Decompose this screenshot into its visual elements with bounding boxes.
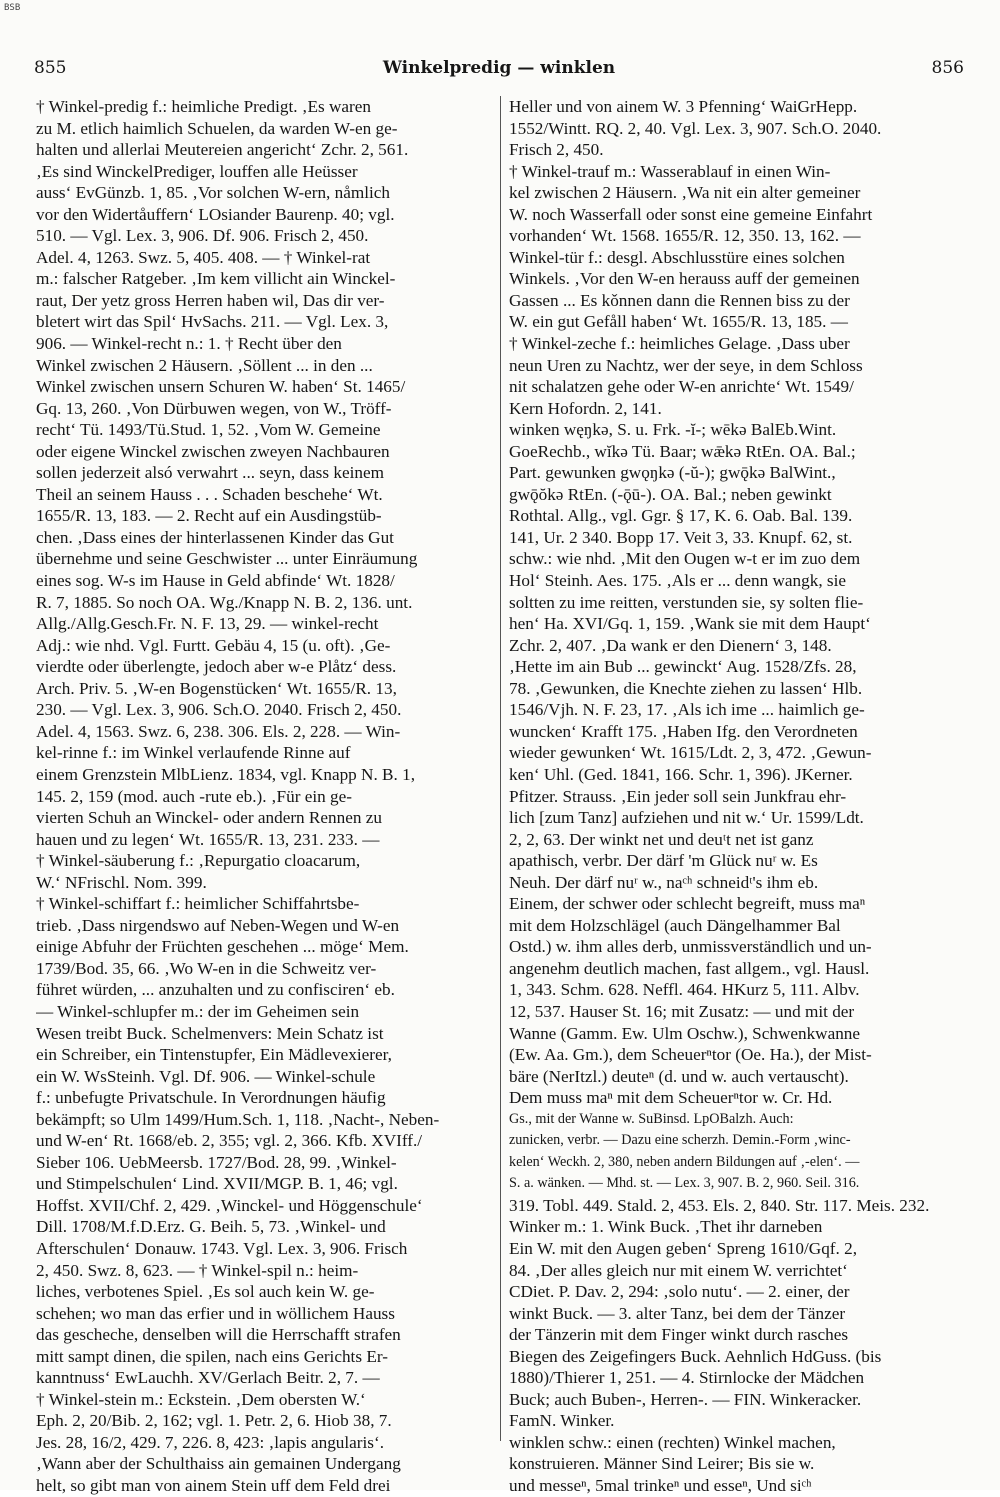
text-line: vierdte oder überlengte, jedoch aber w-e Plåtz‘ dess.	[36, 657, 397, 677]
text-line: raut, Der yetz gross Herren haben wil, Das dir ver-	[36, 290, 385, 310]
text-line: Winkel-tür f.: desgl. Abschlusstüre eines solchen	[509, 247, 845, 267]
text-line: 2, 2, 63. Der winkt net und deuᵗt net ist ganz	[509, 829, 814, 849]
text-line: Frisch 2, 450.	[509, 140, 604, 160]
text-line: schehen; wo man das erfier und in wöllichem Hauss	[36, 1303, 395, 1323]
text-line: 1880)/Thierer 1, 251. — 4. Stirnlocke der Mädchen	[509, 1368, 865, 1388]
text-line: GoeRechb., wĭkə Tü. Baar; wǣkə RtEn. OA. Bal.;	[509, 441, 856, 461]
text-line: angenehm deutlich machen, fast allgem., vgl. Hausl.	[509, 958, 870, 978]
right-column	[509, 96, 963, 1497]
text-line: Gq. 13, 260. ‚Von Dürbuwen wegen, von W., Tröff-	[36, 398, 392, 418]
text-line: 319. Tobl. 449. Stald. 2, 453. Els. 2, 840. Str. 117. Meis. 232.	[509, 1195, 930, 1215]
text-line: wieder gewunken‘ Wt. 1615/Ldt. 2, 3, 472. ‚Gewun-	[509, 743, 872, 763]
text-line: einem Grenzstein MlbLienz. 1834, vgl. Knapp N. B. 1,	[36, 764, 416, 784]
text-line: 906. — Winkel-recht n.: 1. † Recht über den	[36, 334, 342, 354]
text-line: hen‘ Ha. XVI/Gq. 1, 159. ‚Wank sie mit dem Haupt‘	[509, 614, 871, 634]
text-line: R. 7, 1885. So noch OA. Wg./Knapp N. B. 2, 136. unt.	[36, 592, 413, 612]
text-line: † Winkel-trauf m.: Wasserablauf in einen Win-	[509, 161, 831, 181]
text-line: 230. — Vgl. Lex. 3, 906. Sch.O. 2040. Frisch 2, 450.	[36, 700, 402, 720]
text-line: helt, so gibt man von ainem Stein uff dem Feld drei	[36, 1476, 391, 1495]
text-line: kel zwischen 2 Häusern. ‚Wa nit ein alter gemeiner	[509, 183, 861, 203]
text-line: vierten Schuh an Winckel- oder andern Rennen zu	[36, 808, 382, 828]
text-line: Ostd.) w. ihm alles derb, unmissverständlich und un-	[509, 937, 872, 957]
text-line: Winkels. ‚Vor den W-en herauss auff der gemeinen	[509, 269, 860, 289]
text-line: † Winkel-stein m.: Eckstein. ‚Dem obersten W.‘	[36, 1389, 366, 1409]
text-line: ken‘ Uhl. (Ged. 1841, 166. Schr. 1, 396). JKerner.	[509, 764, 853, 784]
text-line: Sieber 106. UebMeersb. 1727/Bod. 28, 99. ‚Winkel-	[36, 1152, 397, 1172]
text-line: Arch. Priv. 5. ‚W-en Bogenstücken‘ Wt. 1655/R. 13,	[36, 678, 397, 698]
text-line: kelen‘ Weckh. 2, 380, neben andern Bildungen auf ‚-elen‘. —	[509, 1153, 860, 1170]
text-line: f.: unbefugte Privatschule. In Verordnungen häufig	[36, 1088, 386, 1108]
text-line: † Winkel-säuberung f.: ‚Repurgatio cloacarum,	[36, 851, 361, 871]
text-line: Neuh. Der därf nuʳ w., naᶜʰ schneidᵗ's ihm eb.	[509, 872, 819, 892]
text-line: bäre (NerItzl.) deuteⁿ (d. und w. auch vertauscht).	[509, 1066, 849, 1086]
text-line: 84. ‚Der alles gleich nur mit einem W. verrichtet‘	[509, 1260, 848, 1280]
text-line: und messeⁿ, 5mal trinkeⁿ und esseⁿ, Und siᶜʰ	[509, 1476, 812, 1495]
text-line: winklen schw.: einen (rechten) Winkel machen,	[509, 1432, 836, 1452]
text-line: winkt Buck. — 3. alter Tanz, bei dem der Tänzer	[509, 1303, 846, 1323]
text-line: oder eigene Winckel zwischen zweyen Nachbauren	[36, 441, 390, 461]
column-divider	[500, 96, 501, 1441]
text-line: 1, 343. Schm. 628. Neffl. 464. HKurz 5, 111. Albv.	[509, 980, 860, 1000]
text-line: 78. ‚Gewunken, die Knechte ziehen zu lassen‘ Hlb.	[509, 678, 863, 698]
text-line: Buck; auch Buben-, Herren-. — FIN. Winkeracker.	[509, 1389, 862, 1409]
page-header	[34, 58, 964, 84]
text-line: vor den Widertåuffern‘ LOsiander Baurenp. 40; vgl.	[36, 204, 395, 224]
text-line: Winker m.: 1. Wink Buck. ‚Thet ihr darneben	[509, 1217, 823, 1237]
text-line: Ein W. mit den Augen geben‘ Spreng 1610/Gqf. 2,	[509, 1238, 858, 1258]
text-line: soltten zu ime reitten, verstunden sie, sy solten flie-	[509, 592, 864, 612]
text-line: nit schalatzen gehe oder W-en anrichte‘ Wt. 1549/	[509, 377, 854, 397]
text-line: liches, verbotenes Spiel. ‚Es sol auch kein W. ge-	[36, 1282, 375, 1302]
text-line: mit dem Holzschlägel (auch Dängelhammer Bal	[509, 915, 841, 935]
text-line: und W-en‘ Rt. 1668/eb. 2, 355; vgl. 2, 366. Kfb. XVIff./	[36, 1131, 423, 1151]
text-line: und Stimpelschulen‘ Lind. XVII/MGP. B. 1, 46; vgl.	[36, 1174, 398, 1194]
text-line: Heller und von ainem W. 3 Pfenning‘ WaiGrHepp.	[509, 97, 858, 116]
text-line: Allg./Allg.Gesch.Fr. N. F. 13, 29. — winkel-recht	[36, 614, 379, 634]
text-line: Kern Hofordn. 2, 141.	[509, 398, 662, 418]
text-line: 12, 537. Hauser St. 16; mit Zusatz: — und mit der	[509, 1001, 855, 1021]
text-line: Wanne (Gamm. Ew. Ulm Oschw.), Schwenkwanne	[509, 1023, 861, 1043]
text-line: führet würden, ... anzuhalten und zu confisciren‘ eb.	[36, 980, 395, 1000]
text-line: S. a. wänken. — Mhd. st. — Lex. 3, 907. B. 2, 960. Seil. 316.	[509, 1175, 860, 1192]
text-line: ein Schreiber, ein Tintenstupfer, Ein Mädlevexierer,	[36, 1045, 392, 1065]
text-line: Hoffst. XVII/Chf. 2, 429. ‚Winckel- und Höggenschule‘	[36, 1195, 423, 1215]
text-line: Einem, der schwer oder schlecht begreift, muss maⁿ	[509, 894, 866, 914]
text-line: Adel. 4, 1263. Swz. 5, 405. 408. — † Winkel-rat	[36, 247, 371, 267]
text-line: einige Abfuhr der Früchten geschehen ... möge‘ Mem.	[36, 937, 409, 957]
text-line: Adj.: wie nhd. Vgl. Furtt. Gebäu 4, 15 (u. oft). ‚Ge-	[36, 635, 391, 655]
text-line: 1739/Bod. 35, 66. ‚Wo W-en in die Schweitz ver-	[36, 958, 377, 978]
text-line: Theil an seinem Hauss . . . Schaden beschehe‘ Wt.	[36, 484, 383, 504]
text-line: bekämpft; so Ulm 1499/Hum.Sch. 1, 118. ‚Nacht-, Neben-	[36, 1109, 440, 1129]
text-line: gwǭŏkə RtEn. (-ǭū-). OA. Bal.; neben gewinkt	[509, 484, 832, 504]
text-line: 1655/R. 13, 183. — 2. Recht auf ein Ausdingstüb-	[36, 506, 382, 526]
text-line: m.: falscher Ratgeber. ‚Im kem villicht ain Winckel-	[36, 269, 396, 289]
text-line: eines sog. W-s im Hause in Geld abfinde‘ Wt. 1828/	[36, 571, 395, 591]
page-number-left: 855	[34, 58, 67, 78]
text-line: Pfitzer. Strauss. ‚Ein jeder soll sein Junkfrau ehr-	[509, 786, 847, 806]
text-line: konstruieren. Männer Sind Leirer; Bis sie w.	[509, 1454, 815, 1474]
left-column	[36, 96, 496, 1497]
text-line: CDiet. P. Dav. 2, 294: ‚solo nutu‘. — 2. einer, der	[509, 1282, 850, 1302]
text-line: 145. 2, 159 (mod. auch -rute eb.). ‚Für ein ge-	[36, 786, 352, 806]
text-line: kanntnuss‘ EwLauchh. XV/Gerlach Beitr. 2, 7. —	[36, 1368, 380, 1388]
text-line: Rothtal. Allg., vgl. Ggr. § 17, K. 6. Oab. Bal. 139.	[509, 506, 853, 526]
text-line: kel-rinne f.: im Winkel verlaufende Rinne auf	[36, 743, 351, 763]
text-line: ‚Hette im ain Bub ... gewinckt‘ Aug. 1528/Zfs. 28,	[509, 657, 857, 677]
text-line: Wesen treibt Buck. Schelmenvers: Mein Schatz ist	[36, 1023, 384, 1043]
text-line: 510. — Vgl. Lex. 3, 906. Df. 906. Frisch 2, 450.	[36, 226, 369, 246]
text-line: ‚Wann aber der Schulthaiss ain gemainen Undergang	[36, 1454, 401, 1474]
text-line: vorhanden‘ Wt. 1568. 1655/R. 12, 350. 13, 162. —	[509, 226, 861, 246]
text-line: Eph. 2, 20/Bib. 2, 162; vgl. 1. Petr. 2, 6. Hiob 38, 7.	[36, 1411, 392, 1431]
text-line: hauen und zu legen‘ Wt. 1655/R. 13, 231. 233. —	[36, 829, 380, 849]
text-line: Zchr. 2, 407. ‚Da wank er den Dienern‘ 3, 148.	[509, 635, 832, 655]
text-line: Gs., mit der Wanne w. SuBinsd. LpOBalzh. Auch:	[509, 1110, 794, 1127]
page-number-right: 856	[931, 58, 964, 78]
text-line: † Winkel-zeche f.: heimliches Gelage. ‚Dass uber	[509, 334, 850, 354]
text-line: neun Uren zu Nachtz, wer der seye, in dem Schloss	[509, 355, 863, 375]
text-line: ein W. WsSteinh. Vgl. Df. 906. — Winkel-schule	[36, 1066, 376, 1086]
text-line: Dem muss maⁿ mit dem Scheuerⁿtor w. Cr. Hd.	[509, 1088, 833, 1108]
text-line: 1546/Vjh. N. F. 23, 17. ‚Als ich ime ... haimlich ge-	[509, 700, 865, 720]
text-line: übernehme und seine Geschwister ... unter Einräumung	[36, 549, 418, 569]
text-line: halten und allerlai Meutereien angericht‘ Zchr. 2, 561.	[36, 140, 409, 160]
text-line: Afterschulen‘ Donauw. 1743. Vgl. Lex. 3, 906. Frisch	[36, 1238, 408, 1258]
text-line: W. ein gut Gefåll haben‘ Wt. 1655/R. 13, 185. —	[509, 312, 848, 332]
text-line: † Winkel-predig f.: heimliche Predigt. ‚Es waren	[36, 97, 372, 116]
text-line: zunicken, verbr. — Dazu eine scherzh. Demin.-Form ‚winc-	[509, 1132, 851, 1149]
text-line: W. noch Wasserfall oder sonst eine gemeine Einfahrt	[509, 204, 873, 224]
text-line: das gescheche, denselben will die Herrschafft strafen	[36, 1325, 401, 1345]
text-line: Winkel zwischen unsern Schuren W. haben‘ St. 1465/	[36, 377, 406, 397]
text-line: lich [zum Tanz] aufziehen und nit w.‘ Ur. 1599/Ldt.	[509, 808, 864, 828]
text-line: chen. ‚Dass eines der hinterlassenen Kinder das Gut	[36, 527, 394, 547]
text-line: (Ew. Aa. Gm.), dem Scheuerⁿtor (Oe. Ha.), der Mist-	[509, 1045, 872, 1065]
text-line: recht‘ Tü. 1493/Tü.Stud. 1, 52. ‚Vom W. Gemeine	[36, 420, 381, 440]
text-line: mitt sampt dinen, die spilen, nach eins Gerichts Er-	[36, 1346, 388, 1366]
text-line: auss‘ EvGünzb. 1, 85. ‚Vor solchen W-ern, nåmlich	[36, 183, 391, 203]
text-line: Winkel zwischen 2 Häusern. ‚Söllent ... in den ...	[36, 355, 373, 375]
running-title: Winkelpredig — winklen	[382, 58, 616, 78]
text-line: Dill. 1708/M.f.D.Erz. G. Beih. 5, 73. ‚Winkel- und	[36, 1217, 386, 1237]
text-line: 2, 450. Swz. 8, 623. — † Winkel-spil n.: heim-	[36, 1260, 359, 1280]
text-line: Adel. 4, 1563. Swz. 6, 238. 306. Els. 2, 228. — Win-	[36, 721, 401, 741]
text-line: 1552/Wintt. RQ. 2, 40. Vgl. Lex. 3, 907. Sch.O. 2040.	[509, 118, 882, 138]
text-line: der Tänzerin mit dem Finger winkt durch rasches	[509, 1325, 849, 1345]
text-line: W.‘ NFrischl. Nom. 399.	[36, 872, 207, 892]
text-line: 141, Ur. 2 340. Bopp 17. Veit 3, 33. Knupf. 62, st.	[509, 527, 853, 547]
text-line: trieb. ‚Dass nirgendswo auf Neben-Wegen und W-en	[36, 915, 400, 935]
text-line: zu M. etlich haimlich Schuelen, da warden W-en ge-	[36, 118, 398, 138]
text-line: Part. gewunken gwǫŋkə (-ŭ-); gwǭkə BalWint.,	[509, 463, 836, 483]
text-line: apathisch, verbr. Der därf 'm Glück nuʳ w. Es	[509, 851, 818, 871]
text-line: Hol‘ Steinh. Aes. 175. ‚Als er ... denn wangk, sie	[509, 571, 847, 591]
library-stamp: BSB	[4, 3, 21, 13]
text-line: † Winkel-schiffart f.: heimlicher Schiffahrtsbe-	[36, 894, 360, 914]
text-line: wuncken‘ Krafft 175. ‚Haben Ifg. den Verordneten	[509, 721, 858, 741]
text-line: schw.: wie nhd. ‚Mit den Ougen w-t er im zuo dem	[509, 549, 861, 569]
text-line: — Winkel-schlupfer m.: der im Geheimen sein	[36, 1001, 360, 1021]
text-line: FamN. Winker.	[509, 1411, 615, 1431]
text-line: winken węŋkə, S. u. Frk. -ĭ-; wēkə BalEb.Wint.	[509, 420, 837, 440]
text-line: Biegen des Zeigefingers Buck. Aehnlich HdGuss. (bis	[509, 1346, 882, 1366]
text-line: ‚Es sind WinckelPrediger, louffen alle Heüsser	[36, 161, 358, 181]
text-line: bletert wirt das Spil‘ HvSachs. 211. — Vgl. Lex. 3,	[36, 312, 389, 332]
text-line: sollen jederzeit alsó verwahrt ... seyn, dass keinem	[36, 463, 384, 483]
text-line: Gassen ... Es kǒnnen dann die Rennen biss zu der	[509, 290, 850, 310]
text-line: Jes. 28, 16/2, 429. 7, 226. 8, 423: ‚lapis angularis‘.	[36, 1432, 385, 1452]
